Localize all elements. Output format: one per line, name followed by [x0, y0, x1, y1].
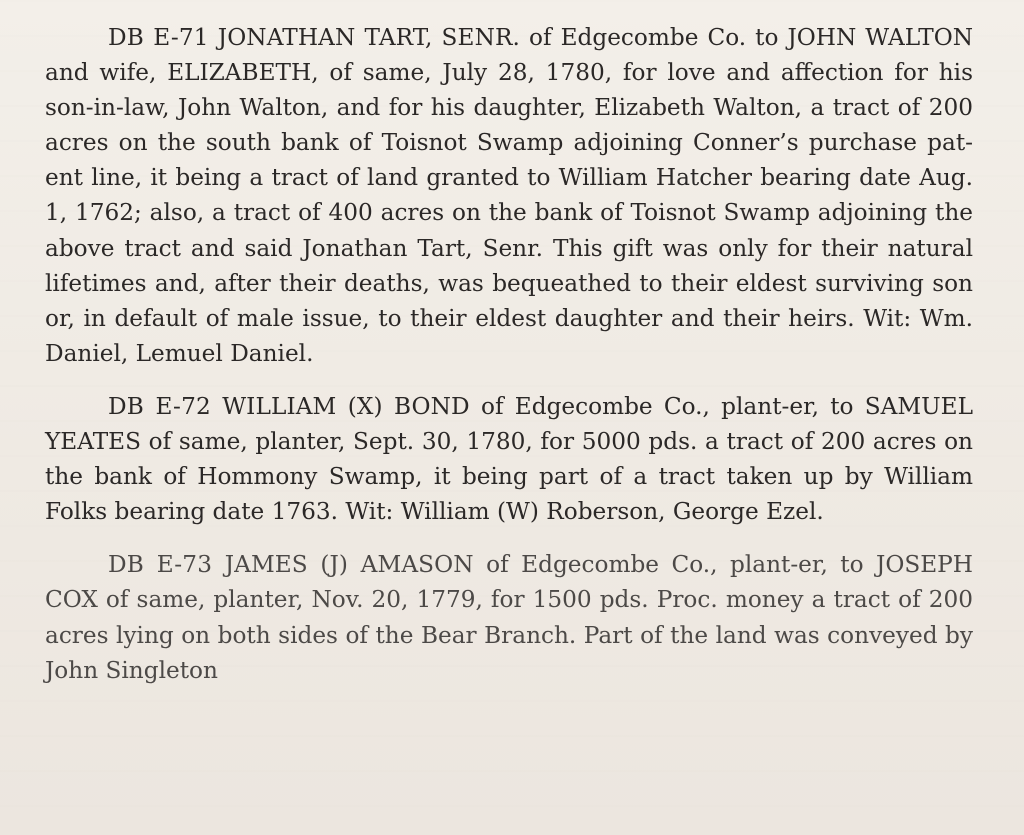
entry-id: DB E-72 [108, 392, 211, 420]
entry-lead: JONATHAN TART, SENR. [217, 24, 520, 51]
entry-text: of Edgecombe Co., plant-er, to SAMUEL YEATES of same, planter, Sept. 30, 1780, for 5000 pds. a tract of 200 acres on the bank of Hommony Swamp, it being part of a tract taken up by William Folks bearing date 1763. Wit: William (W) Roberson, George Ezel. [45, 392, 973, 526]
entry-db-e-71 [45, 20, 973, 371]
entry-db-e-73 [45, 547, 973, 687]
entry-id: DB E-73 [108, 551, 213, 579]
entry-text: of Edgecombe Co. to JOHN WALTON and wife, ELIZABETH, of same, July 28, 1780, for love and affection for his son-in-law, John Walton, and for his daughter, Elizabeth Walton, a tract of 200 acres on the south bank of Toisnot Swamp adjoining Conner’s purchase pat-ent line, it being a tract of land granted to William Hatcher bearing date Aug. 1, 1762; also, a tract of 400 acres on the bank of Toisnot Swamp adjoining the above tract and said Jonathan Tart, Senr. This gift was only for their natural lifetimes and, after their deaths, was bequeathed to their eldest surviving son or, in default of male issue, to their eldest daughter and their heirs. Wit: Wm. Daniel, Lemuel Daniel. [45, 24, 973, 367]
entry-lead: WILLIAM (X) BOND [222, 392, 470, 420]
entry-id: DB E-71 [108, 24, 209, 51]
entry-text: of Edgecombe Co., plant-er, to JOSEPH COX of same, planter, Nov. 20, 1779, for 1500 pds. Proc. money a tract of 200 acres lying on both sides of the Bear Branch. Part of the land was conveyed by John Singleton [45, 551, 973, 684]
document-text-block [45, 20, 973, 706]
entry-lead: JAMES (J) AMASON [224, 551, 474, 579]
entry-db-e-72 [45, 389, 973, 529]
